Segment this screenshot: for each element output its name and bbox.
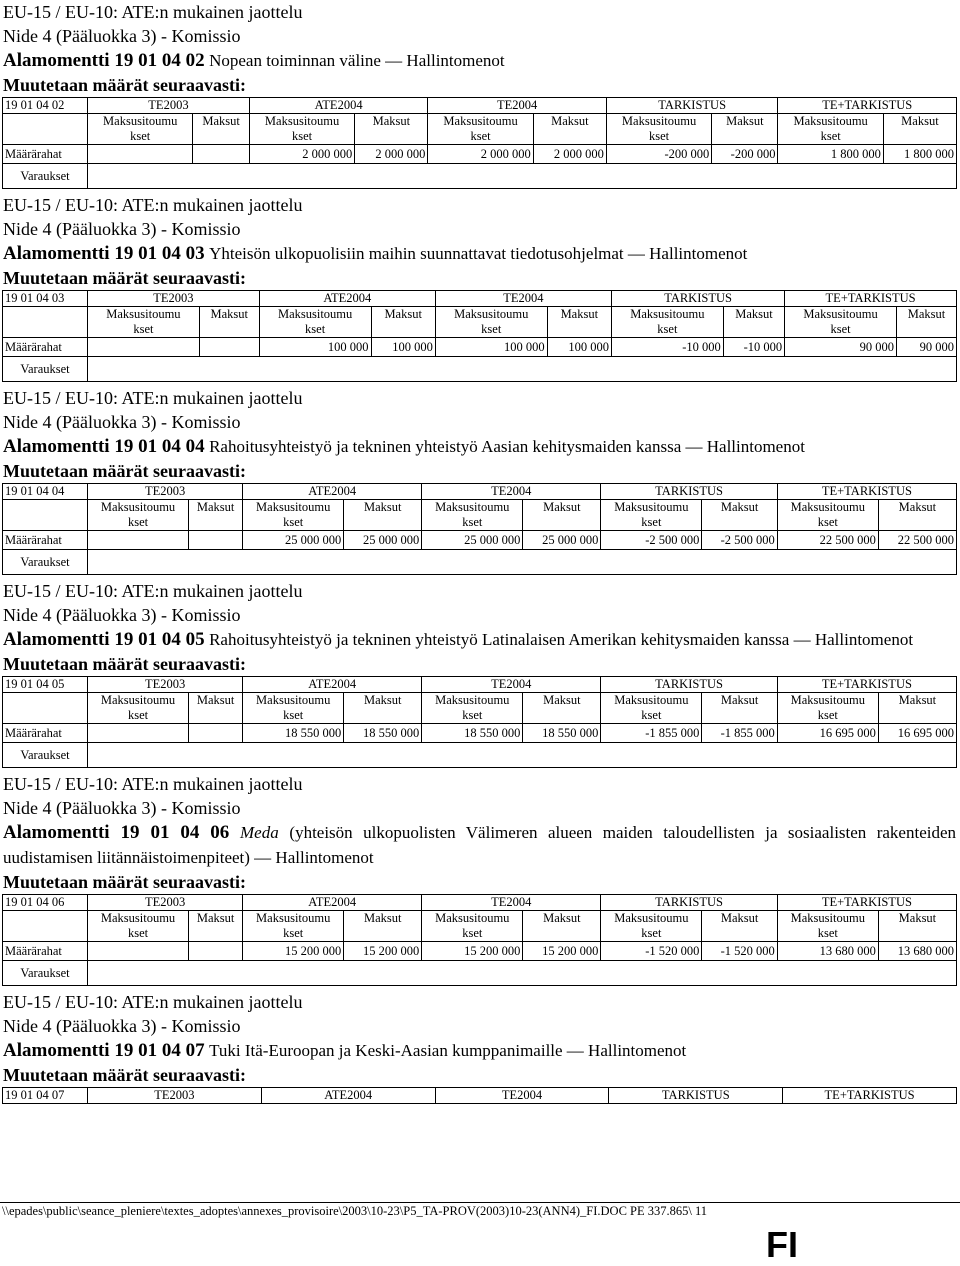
value-cell — [189, 942, 243, 961]
volume-heading: Nide 4 (Pääluokka 3) - Komissio — [3, 605, 241, 625]
reserves-row — [3, 164, 957, 189]
value-cell: -1 520 000 — [601, 942, 702, 961]
table-subheader-row — [3, 307, 957, 338]
col-tarkistus: TARKISTUS — [601, 484, 777, 500]
col-te2003: TE2003 — [88, 291, 260, 307]
value-cell — [88, 724, 189, 743]
table-header-row — [3, 291, 957, 307]
row-label: Määrärahat — [3, 338, 88, 357]
payments-header: Maksut — [702, 693, 777, 724]
col-te2003: TE2003 — [88, 677, 243, 693]
commitments-header: Maksusitoumu kset — [611, 307, 723, 338]
col-te2004: TE2004 — [435, 291, 611, 307]
col-te2003: TE2003 — [88, 484, 243, 500]
col-te-tarkistus: TE+TARKISTUS — [785, 291, 957, 307]
value-cell: 13 680 000 — [878, 942, 956, 961]
row-label: Määrärahat — [3, 145, 88, 164]
row-label: Varaukset — [3, 550, 88, 575]
breakdown-heading: EU-15 / EU-10: ATE:n mukainen jaottelu — [3, 581, 303, 601]
payments-header: Maksut — [702, 911, 777, 942]
budget-table — [2, 894, 957, 986]
subitem-number: Alamomentti 19 01 04 03 — [3, 243, 205, 264]
budget-table — [2, 676, 957, 768]
value-cell: -1 855 000 — [702, 724, 777, 743]
commitments-header: Maksusitoumu kset — [601, 911, 702, 942]
table-header-row — [3, 98, 957, 114]
amend-instruction: Muutetaan määrät seuraavasti: — [3, 75, 246, 95]
payments-header: Maksut — [878, 911, 956, 942]
value-cell — [88, 942, 189, 961]
value-cell: 100 000 — [259, 338, 371, 357]
value-cell: 100 000 — [435, 338, 547, 357]
amend-instruction: Muutetaan määrät seuraavasti: — [3, 1065, 246, 1085]
commitments-header: Maksusitoumu kset — [422, 911, 523, 942]
value-cell: 25 000 000 — [523, 531, 601, 550]
col-te2004: TE2004 — [422, 895, 601, 911]
volume-heading: Nide 4 (Pääluokka 3) - Komissio — [3, 219, 241, 239]
value-cell: 100 000 — [371, 338, 435, 357]
value-cell: 15 200 000 — [523, 942, 601, 961]
section-19-01-04-03 — [0, 193, 960, 386]
value-cell: 1 800 000 — [883, 145, 956, 164]
payments-header: Maksut — [523, 693, 601, 724]
value-cell: 2 000 000 — [355, 145, 428, 164]
commitments-header: Maksusitoumu kset — [422, 693, 523, 724]
appropriations-row — [3, 338, 957, 357]
payments-header: Maksut — [533, 114, 606, 145]
row-label: Määrärahat — [3, 942, 88, 961]
subitem-number: Alamomentti 19 01 04 05 — [3, 629, 205, 650]
table-subheader-row — [3, 500, 957, 531]
table-header-row — [3, 484, 957, 500]
payments-header: Maksut — [712, 114, 778, 145]
col-tarkistus: TARKISTUS — [609, 1088, 783, 1104]
payments-header: Maksut — [371, 307, 435, 338]
col-te2004: TE2004 — [422, 484, 601, 500]
col-te-tarkistus: TE+TARKISTUS — [777, 895, 956, 911]
budget-table — [2, 1087, 957, 1104]
payments-header: Maksut — [189, 693, 243, 724]
col-tarkistus: TARKISTUS — [606, 98, 778, 114]
payments-header: Maksut — [189, 911, 243, 942]
subitem-title — [0, 1038, 960, 1063]
payments-header: Maksut — [878, 500, 956, 531]
col-te2003: TE2003 — [88, 1088, 262, 1104]
row-label: Varaukset — [3, 961, 88, 986]
payments-header: Maksut — [199, 307, 259, 338]
value-cell: 90 000 — [785, 338, 897, 357]
breakdown-heading: EU-15 / EU-10: ATE:n mukainen jaottelu — [3, 774, 303, 794]
subitem-description: (yhteisön ulkopuolisten Välimeren alueen maiden taloudellisten ja sosiaalisten rakenteiden uudistamisen liitännäistoimenpiteet) — Hallintomenot — [3, 823, 957, 867]
commitments-header: Maksusitoumu kset — [243, 911, 344, 942]
value-cell: 15 200 000 — [422, 942, 523, 961]
commitments-header: Maksusitoumu kset — [785, 307, 897, 338]
value-cell: 90 000 — [896, 338, 956, 357]
payments-header: Maksut — [547, 307, 611, 338]
payments-header: Maksut — [344, 500, 422, 531]
value-cell: 2 000 000 — [428, 145, 533, 164]
footer-file-path: \\epades\public\seance_pleniere\textes_adoptes\annexes_provisoire\2003\10-23\P5_TA-PROV(2003)10-23(ANN4)_FI.DOC PE 337.865\ 11 — [2, 1204, 708, 1218]
col-ate2004: ATE2004 — [249, 98, 428, 114]
volume-heading: Nide 4 (Pääluokka 3) - Komissio — [3, 26, 241, 46]
payments-header: Maksut — [523, 911, 601, 942]
breakdown-heading: EU-15 / EU-10: ATE:n mukainen jaottelu — [3, 2, 303, 22]
volume-heading: Nide 4 (Pääluokka 3) - Komissio — [3, 798, 241, 818]
reserves-row — [3, 743, 957, 768]
row-label: Varaukset — [3, 164, 88, 189]
subitem-number: Alamomentti 19 01 04 06 — [3, 822, 230, 843]
volume-heading: Nide 4 (Pääluokka 3) - Komissio — [3, 412, 241, 432]
subitem-description: Yhteisön ulkopuolisiin maihin suunnattavat tiedotusohjelmat — Hallintomenot — [209, 244, 748, 263]
value-cell: 100 000 — [547, 338, 611, 357]
row-label: Varaukset — [3, 357, 88, 382]
subitem-description: Nopean toiminnan väline — Hallintomenot — [209, 51, 505, 70]
value-cell: 25 000 000 — [344, 531, 422, 550]
payments-header: Maksut — [189, 500, 243, 531]
budget-line-code: 19 01 04 02 — [3, 98, 88, 114]
breakdown-heading: EU-15 / EU-10: ATE:n mukainen jaottelu — [3, 195, 303, 215]
subitem-title — [0, 820, 960, 870]
budget-line-code: 19 01 04 05 — [3, 677, 88, 693]
budget-line-code: 19 01 04 07 — [3, 1088, 88, 1104]
col-ate2004: ATE2004 — [259, 291, 435, 307]
payments-header: Maksut — [355, 114, 428, 145]
payments-header: Maksut — [878, 693, 956, 724]
commitments-header: Maksusitoumu kset — [778, 114, 883, 145]
commitments-header: Maksusitoumu kset — [243, 693, 344, 724]
section-19-01-04-07 — [0, 990, 960, 1104]
value-cell: -2 500 000 — [702, 531, 777, 550]
subitem-number: Alamomentti 19 01 04 07 — [3, 1040, 205, 1061]
reserves-row — [3, 961, 957, 986]
amend-instruction: Muutetaan määrät seuraavasti: — [3, 268, 246, 288]
commitments-header: Maksusitoumu kset — [428, 114, 533, 145]
payments-header: Maksut — [344, 911, 422, 942]
commitments-header: Maksusitoumu kset — [777, 500, 878, 531]
col-te2003: TE2003 — [88, 895, 243, 911]
commitments-header: Maksusitoumu kset — [88, 500, 189, 531]
row-label: Varaukset — [3, 743, 88, 768]
value-cell: 16 695 000 — [777, 724, 878, 743]
value-cell: 18 550 000 — [243, 724, 344, 743]
col-ate2004: ATE2004 — [243, 484, 422, 500]
subitem-title — [0, 48, 960, 73]
subitem-description-emphasis: Meda — [240, 823, 279, 842]
value-cell: 22 500 000 — [777, 531, 878, 550]
section-19-01-04-04 — [0, 386, 960, 579]
subitem-number: Alamomentti 19 01 04 02 — [3, 50, 205, 71]
footer-divider — [0, 1202, 960, 1203]
value-cell: 15 200 000 — [344, 942, 422, 961]
payments-header: Maksut — [723, 307, 784, 338]
value-cell: 15 200 000 — [243, 942, 344, 961]
payments-header: Maksut — [193, 114, 249, 145]
col-te2004: TE2004 — [422, 677, 601, 693]
commitments-header: Maksusitoumu kset — [601, 693, 702, 724]
budget-line-code: 19 01 04 04 — [3, 484, 88, 500]
table-header-row — [3, 895, 957, 911]
appropriations-row — [3, 145, 957, 164]
payments-header: Maksut — [702, 500, 777, 531]
subitem-description: Tuki Itä-Euroopan ja Keski-Aasian kumppanimaille — Hallintomenot — [209, 1041, 687, 1060]
value-cell: -200 000 — [606, 145, 711, 164]
subitem-title — [0, 434, 960, 459]
value-cell: -2 500 000 — [601, 531, 702, 550]
subitem-title — [0, 241, 960, 266]
col-tarkistus: TARKISTUS — [601, 895, 777, 911]
col-te-tarkistus: TE+TARKISTUS — [777, 677, 956, 693]
section-19-01-04-02 — [0, 0, 960, 193]
payments-header: Maksut — [344, 693, 422, 724]
value-cell: -1 520 000 — [702, 942, 777, 961]
value-cell: 2 000 000 — [533, 145, 606, 164]
commitments-header: Maksusitoumu kset — [601, 500, 702, 531]
appropriations-row — [3, 724, 957, 743]
value-cell — [88, 338, 200, 357]
commitments-header: Maksusitoumu kset — [88, 114, 193, 145]
table-subheader-row — [3, 911, 957, 942]
value-cell: 18 550 000 — [523, 724, 601, 743]
commitments-header: Maksusitoumu kset — [88, 911, 189, 942]
reserves-row — [3, 357, 957, 382]
budget-table — [2, 290, 957, 382]
amend-instruction: Muutetaan määrät seuraavasti: — [3, 654, 246, 674]
row-label: Määrärahat — [3, 531, 88, 550]
payments-header: Maksut — [883, 114, 956, 145]
table-header-row — [3, 1088, 957, 1104]
commitments-header: Maksusitoumu kset — [249, 114, 354, 145]
payments-header: Maksut — [523, 500, 601, 531]
table-subheader-row — [3, 114, 957, 145]
breakdown-heading: EU-15 / EU-10: ATE:n mukainen jaottelu — [3, 388, 303, 408]
col-te-tarkistus: TE+TARKISTUS — [778, 98, 957, 114]
col-ate2004: ATE2004 — [243, 677, 422, 693]
commitments-header: Maksusitoumu kset — [243, 500, 344, 531]
amend-instruction: Muutetaan määrät seuraavasti: — [3, 461, 246, 481]
value-cell: 25 000 000 — [243, 531, 344, 550]
col-ate2004: ATE2004 — [243, 895, 422, 911]
col-tarkistus: TARKISTUS — [611, 291, 784, 307]
value-cell: -200 000 — [712, 145, 778, 164]
value-cell: -10 000 — [723, 338, 784, 357]
value-cell: -10 000 — [611, 338, 723, 357]
language-code: FI — [766, 1224, 798, 1265]
value-cell: 22 500 000 — [878, 531, 956, 550]
commitments-header: Maksusitoumu kset — [606, 114, 711, 145]
value-cell — [88, 531, 189, 550]
section-19-01-04-05 — [0, 579, 960, 772]
value-cell: -1 855 000 — [601, 724, 702, 743]
subitem-title — [0, 627, 960, 652]
section-19-01-04-06 — [0, 772, 960, 990]
value-cell — [189, 531, 243, 550]
value-cell: 18 550 000 — [422, 724, 523, 743]
payments-header: Maksut — [896, 307, 956, 338]
budget-table — [2, 97, 957, 189]
col-te2004: TE2004 — [435, 1088, 609, 1104]
value-cell — [199, 338, 259, 357]
value-cell: 2 000 000 — [249, 145, 354, 164]
appropriations-row — [3, 942, 957, 961]
col-te2004: TE2004 — [428, 98, 607, 114]
col-tarkistus: TARKISTUS — [601, 677, 777, 693]
budget-line-code: 19 01 04 06 — [3, 895, 88, 911]
commitments-header: Maksusitoumu kset — [777, 911, 878, 942]
value-cell — [88, 145, 193, 164]
volume-heading: Nide 4 (Pääluokka 3) - Komissio — [3, 1016, 241, 1036]
value-cell: 25 000 000 — [422, 531, 523, 550]
value-cell — [193, 145, 249, 164]
table-header-row — [3, 677, 957, 693]
subitem-description: Rahoitusyhteistyö ja tekninen yhteistyö Aasian kehitysmaiden kanssa — Hallintomenot — [209, 437, 805, 456]
budget-line-code: 19 01 04 03 — [3, 291, 88, 307]
row-label: Määrärahat — [3, 724, 88, 743]
amend-instruction: Muutetaan määrät seuraavasti: — [3, 872, 246, 892]
col-te2003: TE2003 — [88, 98, 250, 114]
value-cell: 16 695 000 — [878, 724, 956, 743]
subitem-description: Rahoitusyhteistyö ja tekninen yhteistyö Latinalaisen Amerikan kehitysmaiden kanssa — Hallintomenot — [209, 630, 914, 649]
budget-table — [2, 483, 957, 575]
table-subheader-row — [3, 693, 957, 724]
appropriations-row — [3, 531, 957, 550]
breakdown-heading: EU-15 / EU-10: ATE:n mukainen jaottelu — [3, 992, 303, 1012]
commitments-header: Maksusitoumu kset — [435, 307, 547, 338]
commitments-header: Maksusitoumu kset — [259, 307, 371, 338]
commitments-header: Maksusitoumu kset — [88, 307, 200, 338]
commitments-header: Maksusitoumu kset — [777, 693, 878, 724]
commitments-header: Maksusitoumu kset — [422, 500, 523, 531]
reserves-row — [3, 550, 957, 575]
col-ate2004: ATE2004 — [261, 1088, 435, 1104]
col-te-tarkistus: TE+TARKISTUS — [777, 484, 956, 500]
value-cell: 18 550 000 — [344, 724, 422, 743]
value-cell: 13 680 000 — [777, 942, 878, 961]
commitments-header: Maksusitoumu kset — [88, 693, 189, 724]
value-cell — [189, 724, 243, 743]
value-cell: 1 800 000 — [778, 145, 883, 164]
subitem-number: Alamomentti 19 01 04 04 — [3, 436, 205, 457]
col-te-tarkistus: TE+TARKISTUS — [783, 1088, 957, 1104]
